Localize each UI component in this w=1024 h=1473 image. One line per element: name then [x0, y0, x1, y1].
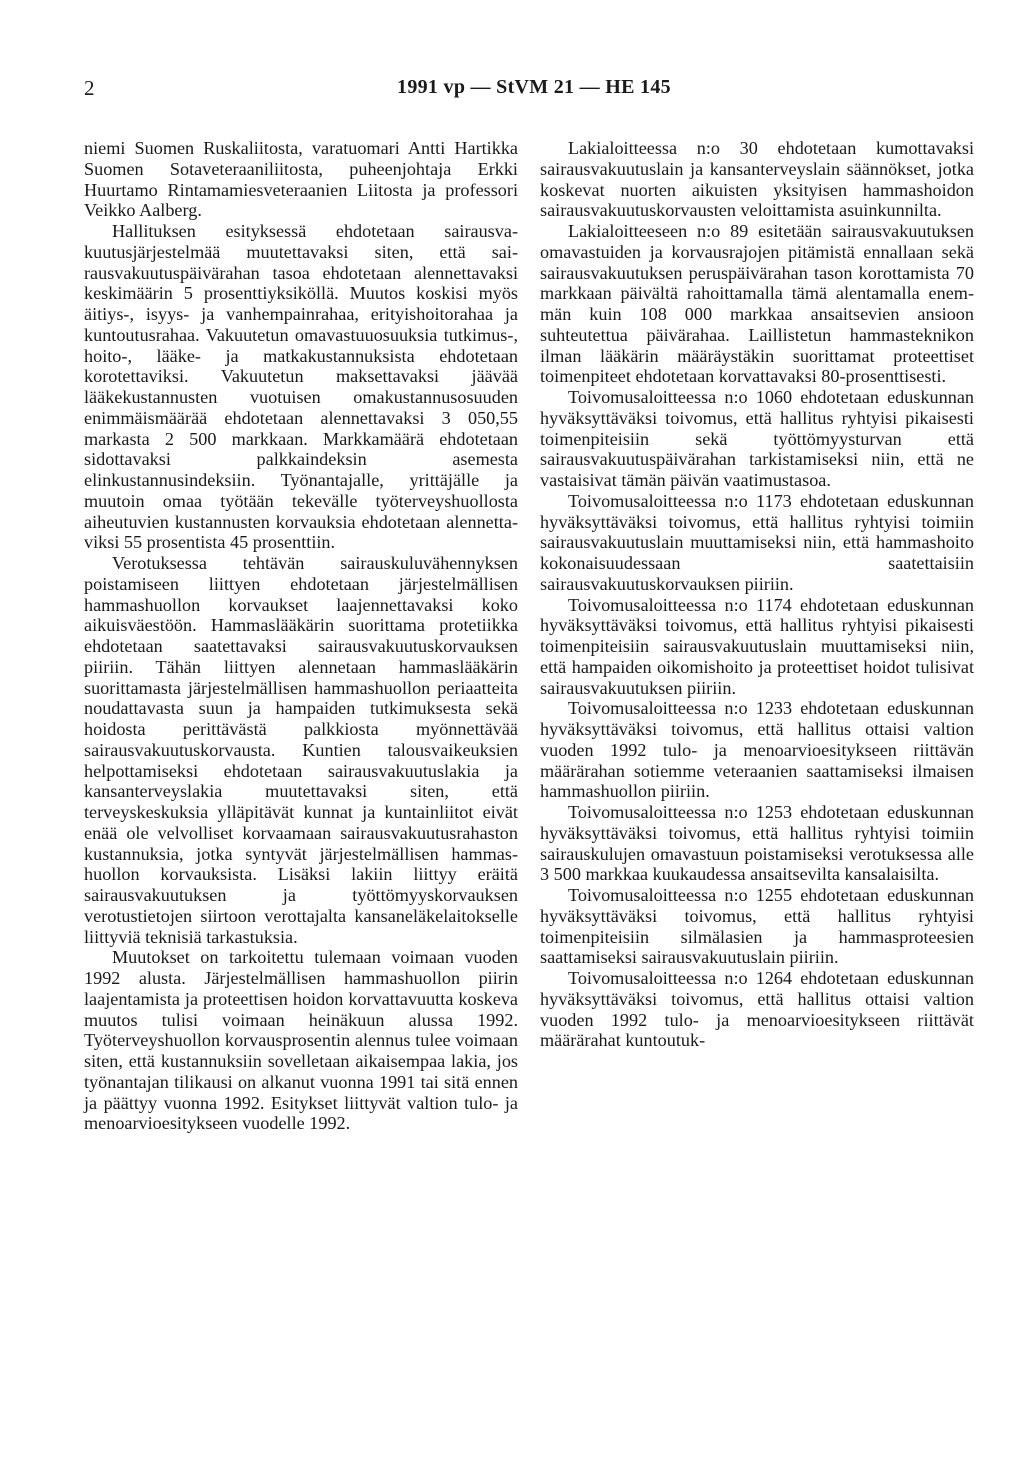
page-number: 2 — [84, 76, 95, 100]
right-column — [540, 138, 974, 1051]
paragraph: Toivomusaloitteessa n:o 1264 ehdotetaan eduskunnan hyväksyttäväksi toivomus, että hallitus ottaisi valtion vuoden 1992 tulo- ja menoarvioesitykseen riittävät määrärahat kuntoutuk- — [540, 968, 974, 1051]
left-column — [84, 138, 518, 1134]
paragraph: Lakialoitteessa n:o 30 ehdotetaan kumottavaksi sairausvakuutuslain ja kansanterveyslain säännökset, jotka koskevat nuorten aikuisten yksityisen hammashoidon sairausvakuutuskorvausten veloittamista asuinkunnilta. — [540, 138, 974, 221]
running-title: 1991 vp — StVM 21 — HE 145 — [397, 76, 671, 98]
paragraph: Muutokset on tarkoitettu tulemaan voimaan vuoden 1992 alusta. Järjestelmällisen hammashuollon piirin laajentamista ja proteettisen hoidon korvattavuutta koskeva muutos tulisi voimaan heinäkuun alussa 1992. Työterveyshuollon korvausprosentin alennus tulee voimaan siten, että kustannuksiin sovelletaan aikaisempaa lakia, jos työnantajan tilikausi on alkanut vuonna 1991 tai sitä ennen ja päättyy vuonna 1992. Esitykset liittyvät valtion tulo- ja menoarvioesitykseen vuodelle 1992. — [84, 947, 518, 1134]
paragraph: Toivomusaloitteessa n:o 1174 ehdotetaan eduskunnan hyväksyttäväksi toivomus, että hallitus ryhtyisi pikaisesti toimenpiteisiin sairausvakuutuslain muuttamiseksi niin, että hampaiden oikomishoito ja proteettiset hoidot tulisivat sairausvakuutuksen piiriin. — [540, 594, 974, 698]
paragraph: Toivomusaloitteessa n:o 1173 ehdotetaan eduskunnan hyväksyttäväksi toivomus, että hallitus ryhtyisi toimiin sairausvakuutuslain muuttamiseksi niin, että hammashoito kokonaisuudessaan saatettaisiin sairausvakuutuskorvauksen piiriin. — [540, 490, 974, 594]
paragraph: Toivomusaloitteessa n:o 1253 ehdotetaan eduskunnan hyväksyttäväksi toivomus, että hallitus ryhtyisi toimiin sairauskulujen omavastuun poistamiseksi verotuksessa alle 3 500 markkaa kuukaudessa ansaitsevilta kansalaisilta. — [540, 802, 974, 885]
paragraph: Toivomusaloitteessa n:o 1255 ehdotetaan eduskunnan hyväksyttäväksi toivomus, että hallitus ryhtyisi toimenpiteisiin silmälasien ja hammasproteesien saattamiseksi sairausvakuutuslain piiriin. — [540, 885, 974, 968]
paragraph: Verotuksessa tehtävän sairauskuluvähennyksen poistamiseen liittyen ehdotetaan järjestelmällisen hammashuollon korvaukset laajennettavaksi koko aikuisväestöön. Hammaslääkärin suorittama protetiikka ehdotetaan saatettavaksi sairausvakuutuskorvauksen piiriin. Tähän liittyen alennetaan hammaslääkärin suorittamasta järjestelmällisen hammashuollon periaatteita noudattavasta suun ja hampaiden tutkimuksesta sekä hoidosta perittävästä palkkiosta myönnettävää sairausvakuutuskorvausta. Kuntien talousvaikeuksien helpottamiseksi ehdotetaan sairausvakuutuslakia ja kansanterveyslakia muutettavaksi siten, että terveyskeskuksia ylläpitävät kunnat ja kuntainliitot eivät enää ole velvolliset korvaamaan sairausvakuutusrahaston kustannuksia, jotka syntyvät järjestelmällisen hammashuollon korvauksista. Lisäksi lakiin liittyy eräitä sairausvakuutuksen ja työttömyyskorvauksen verotustietojen siirtoon verottajalta kansaneläkelaitokselle liittyviä teknisiä tarkastuksia. — [84, 553, 518, 947]
paragraph: niemi Suomen Ruskaliitosta, varatuomari Antti Hartikka Suomen Sotaveteraaniliitosta, puheenjohtaja Erkki Huurtamo Rintamamiesveteraanien Liitosta ja professori Veikko Aalberg. — [84, 138, 518, 221]
paragraph: Toivomusaloitteessa n:o 1233 ehdotetaan eduskunnan hyväksyttäväksi toivomus, että hallitus ottaisi valtion vuoden 1992 tulo- ja menoarvioesitykseen riittävän määrärahan sotiemme veteraanien saattamiseksi ilmaisen hammashuollon piiriin. — [540, 698, 974, 802]
page-header — [84, 76, 984, 106]
paragraph: Hallituksen esityksessä ehdotetaan sairausvakuutusjärjestelmää muutettavaksi siten, että sairausvakuutuspäivärahan tasoa ehdotetaan alennettavaksi keskimäärin 5 prosenttiyksiköllä. Muutos koskisi myös äitiys-, isyys- ja vanhempainrahaa, erityishoitorahaa ja kuntoutusrahaa. Vakuutetun omavastuuosuuksia tutkimus-, hoito-, lääke- ja matkakustannuksista ehdotetaan korotettaviksi. Vakuutetun maksettavaksi jäävää lääkekustannusten vuotuisen omakustannusosuuden enimmäismäärää ehdotetaan alennettavaksi 3 050,55 markasta 2 500 markkaan. Markkamäärä ehdotetaan sidottavaksi palkkaindeksin asemesta elinkustannusindeksiin. Työnantajalle, yrittäjälle ja muutoin omaa työtään tekevälle työterveyshuollosta aiheutuvien kustannusten korvauksia ehdotetaan alennettaviksi 55 prosentista 45 prosenttiin. — [84, 221, 518, 553]
paragraph: Toivomusaloitteessa n:o 1060 ehdotetaan eduskunnan hyväksyttäväksi toivomus, että hallitus ryhtyisi pikaisesti toimenpiteisiin sekä työttömyysturvan että sairausvakuutuspäivärahan tarkistamiseksi niin, että ne vastaisivat tämän päivän vaatimustasoa. — [540, 387, 974, 490]
paragraph: Lakialoitteeseen n:o 89 esitetään sairausvakuutuksen omavastuiden ja korvausrajojen pitämistä ennallaan sekä sairausvakuutuksen peruspäivärahan tason korottamista 70 markkaan päivältä rahoittamalla tämä alentamalla enemmän kuin 108 000 markkaa ansaitsevien ansioon suhteutettua päivärahaa. Laillistetun hammasteknikon ilman lääkärin määräystäkin suorittamat proteettiset toimenpiteet ehdotetaan korvattavaksi 80-prosenttisesti. — [540, 221, 974, 387]
